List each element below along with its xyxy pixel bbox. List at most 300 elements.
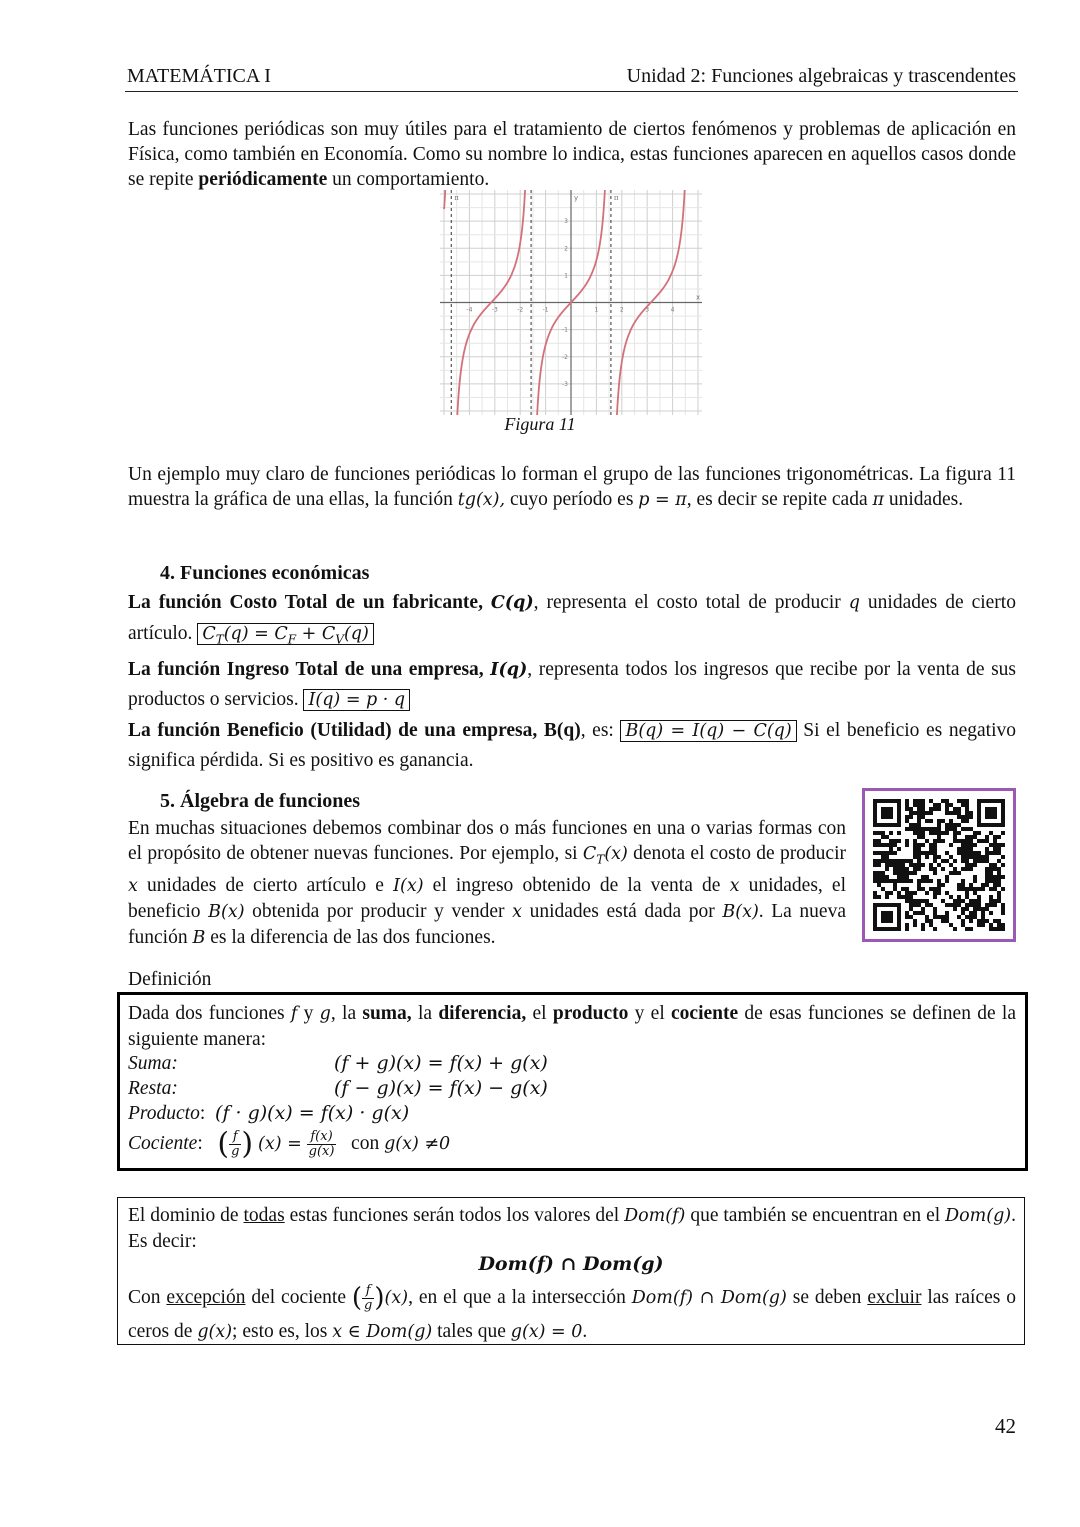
- qr-module: [905, 859, 909, 863]
- qr-module: [881, 875, 885, 879]
- qr-module: [997, 927, 1001, 931]
- example-t2: cuyo período es: [505, 489, 639, 510]
- qr-module: [913, 899, 917, 903]
- qr-module: [893, 887, 897, 891]
- qr-module: [945, 831, 949, 835]
- qr-module: [933, 887, 937, 891]
- qr-module: [969, 903, 973, 907]
- qr-module: [889, 851, 893, 855]
- qr-module: [929, 879, 933, 883]
- s5-p7: unidades está dada por: [521, 900, 723, 922]
- qr-code[interactable]: [862, 788, 1016, 942]
- qr-module: [977, 907, 981, 911]
- qr-module: [977, 923, 981, 927]
- example-t3: , es decir se repite cada: [686, 489, 873, 510]
- def-suma: suma,: [362, 1003, 412, 1024]
- qr-module: [965, 827, 969, 831]
- qr-module: [933, 803, 937, 807]
- qr-module: [969, 883, 973, 887]
- def-f: f: [290, 1004, 298, 1024]
- qr-module: [989, 899, 993, 903]
- qr-module: [949, 811, 953, 815]
- qr-module: [877, 895, 881, 899]
- ingreso-bold: La función Ingreso Total de una empresa,: [128, 658, 491, 680]
- qr-module: [997, 851, 1001, 855]
- qr-module: [981, 859, 985, 863]
- qr-module: [965, 927, 969, 931]
- qr-module: [989, 871, 993, 875]
- qr-module: [957, 871, 961, 875]
- qr-module: [973, 911, 977, 915]
- qr-module: [953, 871, 957, 875]
- qr-module: [925, 855, 929, 859]
- qr-module: [973, 855, 977, 859]
- suma-label: Suma:: [128, 1053, 178, 1074]
- qr-module: [945, 807, 949, 811]
- qr-module: [925, 851, 929, 855]
- qr-module: [961, 911, 965, 915]
- qr-module: [993, 851, 997, 855]
- qr-module: [917, 815, 921, 819]
- qr-module: [917, 831, 921, 835]
- qr-module: [909, 827, 913, 831]
- producto-label: Producto: [128, 1103, 200, 1124]
- qr-module: [905, 827, 909, 831]
- qr-module: [901, 895, 905, 899]
- section4-body: [128, 588, 1016, 776]
- qr-module: [961, 819, 965, 823]
- qr-module: [993, 863, 997, 867]
- example-t1: Un ejemplo muy claro de funciones periódicas lo forman el grupo de las funciones trigonométricas. La figura 11 muestra la gráfica de una ellas, la función: [128, 464, 1016, 510]
- qr-module: [929, 867, 933, 871]
- qr-module: [913, 903, 917, 907]
- qr-module: [965, 819, 969, 823]
- qr-module: [993, 903, 997, 907]
- qr-module: [929, 843, 933, 847]
- qr-module: [909, 811, 913, 815]
- qr-module: [889, 859, 893, 863]
- qr-module: [913, 851, 917, 855]
- dom-m5: x ∈ Dom(g): [332, 1322, 433, 1343]
- qr-module: [929, 903, 933, 907]
- definition-label: Definición: [128, 969, 212, 990]
- qr-module: [985, 903, 989, 907]
- dom-t3: que también se encuentran en el: [685, 1205, 946, 1226]
- qr-module: [961, 827, 965, 831]
- def-y: y: [297, 1003, 320, 1024]
- qr-module: [893, 839, 897, 843]
- qr-module: [965, 891, 969, 895]
- qr-module: [989, 867, 993, 871]
- qr-module: [941, 919, 945, 923]
- qr-module: [997, 919, 1001, 923]
- qr-module: [949, 903, 953, 907]
- qr-module: [889, 879, 893, 883]
- qr-module: [961, 883, 965, 887]
- def-la2: la: [411, 1003, 439, 1024]
- dom-t8: , en el que a la intersección: [408, 1287, 632, 1308]
- qr-module: [909, 859, 913, 863]
- qr-module: [885, 895, 889, 899]
- beneficio-formula-box: B(q) = I(q) − C(q): [620, 720, 796, 742]
- qr-module: [993, 847, 997, 851]
- ingreso-sym: I(q): [490, 659, 528, 680]
- qr-module: [969, 847, 973, 851]
- qr-module: [873, 843, 877, 847]
- tangent-chart: [440, 190, 702, 415]
- qr-module: [909, 815, 913, 819]
- qr-module: [933, 867, 937, 871]
- def-intro-a: Dada dos funciones: [128, 1003, 291, 1024]
- qr-module: [973, 879, 977, 883]
- qr-module: [993, 887, 997, 891]
- qr-module: [985, 875, 989, 879]
- qr-module: [957, 915, 961, 919]
- qr-module: [953, 859, 957, 863]
- qr-module: [989, 875, 993, 879]
- qr-module: [997, 859, 1001, 863]
- s5-m7: B(x): [722, 901, 759, 922]
- qr-module: [1001, 887, 1005, 891]
- qr-module: [977, 831, 981, 835]
- qr-module: [981, 855, 985, 859]
- qr-module: [873, 831, 877, 835]
- qr-module: [953, 835, 957, 839]
- qr-module: [993, 883, 997, 887]
- qr-module: [981, 915, 985, 919]
- def-intro-b: de esas funciones se definen de la siguiente manera:: [128, 1003, 1016, 1050]
- qr-module: [901, 871, 905, 875]
- qr-module: [921, 879, 925, 883]
- x-tick-label: 1: [594, 306, 599, 314]
- qr-module: [953, 903, 957, 907]
- qr-module: [989, 887, 993, 891]
- qr-module: [997, 879, 1001, 883]
- qr-module: [929, 807, 933, 811]
- domain-frac: [362, 1284, 374, 1313]
- qr-module: [945, 827, 949, 831]
- qr-module: [905, 815, 909, 819]
- qr-module: [937, 839, 941, 843]
- qr-module: [913, 823, 917, 827]
- qr-module: [929, 851, 933, 855]
- dom-t1: El dominio de: [128, 1205, 244, 1226]
- qr-module: [957, 887, 961, 891]
- qr-module: [937, 883, 941, 887]
- qr-module: [925, 903, 929, 907]
- qr-module: [961, 919, 965, 923]
- s5-p9: es la diferencia de las dos funciones.: [205, 926, 496, 948]
- def-cociente: cociente: [671, 1003, 739, 1024]
- qr-module: [929, 923, 933, 927]
- qr-module: [925, 827, 929, 831]
- qr-module: [993, 867, 997, 871]
- qr-module: [913, 831, 917, 835]
- qr-module: [949, 827, 953, 831]
- qr-module: [1001, 855, 1005, 859]
- qr-module: [941, 867, 945, 871]
- qr-module: [977, 851, 981, 855]
- qr-module: [961, 803, 965, 807]
- qr-module: [917, 843, 921, 847]
- qr-module: [933, 843, 937, 847]
- qr-module: [969, 911, 973, 915]
- qr-module: [989, 879, 993, 883]
- qr-module: [985, 871, 989, 875]
- domain-p1: [128, 1203, 1016, 1254]
- qr-module: [901, 879, 905, 883]
- qr-module: [941, 831, 945, 835]
- qr-module: [881, 911, 893, 923]
- qr-module: [973, 891, 977, 895]
- qr-module: [969, 863, 973, 867]
- qr-module: [933, 831, 937, 835]
- qr-module: [961, 855, 965, 859]
- s5-m1: $C_T(x)$: [582, 844, 628, 867]
- qr-module: [897, 847, 901, 851]
- qr-module: [917, 883, 921, 887]
- qr-module: [929, 847, 933, 851]
- qr-module: [885, 859, 889, 863]
- qr-module: [965, 855, 969, 859]
- qr-module: [965, 887, 969, 891]
- qr-module: [905, 871, 909, 875]
- qr-module: [933, 891, 937, 895]
- qr-module: [885, 863, 889, 867]
- qr-module: [949, 803, 953, 807]
- qr-module: [989, 851, 993, 855]
- s5-p8: . La nueva función: [128, 900, 846, 948]
- qr-module: [925, 915, 929, 919]
- qr-module: [945, 891, 949, 895]
- qr-module: [965, 867, 969, 871]
- qr-module: [969, 899, 973, 903]
- qr-module: [913, 867, 917, 871]
- qr-module: [957, 807, 961, 811]
- qr-module: [905, 891, 909, 895]
- qr-module: [933, 911, 937, 915]
- qr-module: [905, 911, 909, 915]
- qr-module: [933, 807, 937, 811]
- qr-module: [905, 879, 909, 883]
- dom-m2: Dom(g): [945, 1206, 1012, 1226]
- example-m3: π: [872, 490, 884, 510]
- qr-module: [965, 847, 969, 851]
- qr-module: [997, 875, 1001, 879]
- qr-module: [981, 907, 985, 911]
- qr-module: [985, 855, 989, 859]
- x-tick-label: 3: [645, 306, 650, 314]
- qr-module: [897, 879, 901, 883]
- qr-module: [897, 831, 901, 835]
- qr-module: [881, 851, 885, 855]
- qr-module: [981, 839, 985, 843]
- qr-module: [917, 879, 921, 883]
- qr-module: [961, 907, 965, 911]
- qr-module: [921, 799, 925, 803]
- qr-module: [921, 851, 925, 855]
- qr-module: [917, 807, 921, 811]
- qr-module: [989, 903, 993, 907]
- resta-formula: (f − g)(x) = f(x) − g(x): [334, 1077, 548, 1099]
- qr-module: [873, 895, 877, 899]
- qr-module: [945, 915, 949, 919]
- qr-module: [913, 871, 917, 875]
- qr-module: [985, 879, 989, 883]
- qr-module: [961, 879, 965, 883]
- qr-module: [929, 887, 933, 891]
- qr-module: [953, 807, 957, 811]
- qr-module: [933, 915, 937, 919]
- qr-module: [905, 927, 909, 931]
- qr-module: [929, 827, 933, 831]
- qr-module: [905, 875, 909, 879]
- dom-t2: estas funciones serán todos los valores del: [284, 1205, 625, 1226]
- x-tick-label: -1: [542, 306, 549, 314]
- qr-module: [969, 855, 973, 859]
- qr-module: [997, 891, 1001, 895]
- def-producto: producto: [552, 1003, 629, 1024]
- qr-module: [877, 839, 881, 843]
- qr-module: [917, 859, 921, 863]
- qr-module: [981, 919, 985, 923]
- qr-module: [949, 819, 953, 823]
- qr-module: [873, 863, 877, 867]
- qr-module: [961, 899, 965, 903]
- qr-module: [961, 851, 965, 855]
- def-el1: el: [526, 1003, 553, 1024]
- cociente-frac: [229, 1130, 241, 1159]
- qr-module: [889, 891, 893, 895]
- s5-m8: B: [192, 927, 206, 948]
- def-la1: , la: [330, 1003, 363, 1024]
- dom-t6: del cociente: [245, 1287, 352, 1308]
- qr-module: [961, 867, 965, 871]
- qr-module: [905, 839, 909, 843]
- qr-module: [961, 843, 965, 847]
- qr-module: [921, 875, 925, 879]
- qr-module: [965, 835, 969, 839]
- qr-module: [917, 867, 921, 871]
- qr-module: [949, 871, 953, 875]
- qr-module: [985, 851, 989, 855]
- section5-heading: 5. Álgebra de funciones: [160, 790, 360, 812]
- qr-module: [973, 875, 977, 879]
- qr-module: [873, 839, 877, 843]
- qr-module: [969, 843, 973, 847]
- qr-module: [977, 839, 981, 843]
- qr-module: [997, 843, 1001, 847]
- qr-module: [893, 863, 897, 867]
- qr-module: [953, 867, 957, 871]
- qr-module: [965, 863, 969, 867]
- qr-module: [913, 923, 917, 927]
- qr-module: [973, 907, 977, 911]
- qr-module: [953, 927, 957, 931]
- qr-module: [993, 843, 997, 847]
- x-tick-label: 2: [619, 306, 624, 314]
- y-tick-label: 1: [564, 272, 568, 280]
- cociente-frac-n: f: [229, 1130, 241, 1145]
- qr-module: [965, 839, 969, 843]
- qr-module: [925, 875, 929, 879]
- qr-module: [925, 899, 929, 903]
- qr-module: [909, 891, 913, 895]
- dom-m3: Dom(f) ∩ Dom(g): [631, 1288, 787, 1308]
- qr-module: [961, 847, 965, 851]
- beneficio-text: , es:: [580, 719, 621, 741]
- qr-module: [921, 803, 925, 807]
- qr-module: [941, 899, 945, 903]
- qr-module: [957, 895, 961, 899]
- qr-module: [937, 823, 941, 827]
- qr-module: [977, 903, 981, 907]
- qr-module: [961, 799, 965, 803]
- qr-module: [941, 799, 945, 803]
- qr-module: [893, 851, 897, 855]
- costo-sym: C(q): [490, 593, 534, 613]
- qr-module: [933, 827, 937, 831]
- dom-m6: g(x) = 0: [510, 1322, 583, 1343]
- qr-module: [921, 835, 925, 839]
- qr-module: [873, 875, 877, 879]
- qr-module: [913, 827, 917, 831]
- qr-module: [965, 811, 969, 815]
- y-tick-label: 3: [564, 218, 568, 226]
- tangent-branch: [444, 190, 445, 209]
- qr-module: [921, 927, 925, 931]
- qr-module: [945, 919, 949, 923]
- qr-module: [889, 831, 893, 835]
- y-tick-label: -1: [562, 326, 568, 334]
- qr-module: [909, 903, 913, 907]
- qr-module: [977, 895, 981, 899]
- qr-module: [913, 863, 917, 867]
- dom-t5: Con: [128, 1287, 167, 1308]
- qr-module: [917, 899, 921, 903]
- example-t4: unidades.: [884, 489, 964, 510]
- qr-module: [1001, 843, 1005, 847]
- qr-module: [937, 835, 941, 839]
- intro-bold: periódicamente: [198, 169, 328, 190]
- qr-module: [937, 807, 941, 811]
- header-right: Unidad 2: Funciones algebraicas y trascendentes: [626, 65, 1016, 87]
- qr-module: [933, 847, 937, 851]
- qr-module: [973, 915, 977, 919]
- y-axis-label: y: [574, 194, 579, 202]
- qr-module: [913, 799, 917, 803]
- qr-module: [921, 815, 925, 819]
- qr-module: [957, 847, 961, 851]
- qr-module: [909, 915, 913, 919]
- qr-module: [965, 807, 969, 811]
- cociente-rhs-frac: [307, 1130, 337, 1159]
- qr-module: [937, 879, 941, 883]
- qr-module: [961, 923, 965, 927]
- cociente-label: Cociente: [128, 1133, 198, 1154]
- qr-module: [941, 859, 945, 863]
- qr-module: [969, 835, 973, 839]
- qr-module: [913, 919, 917, 923]
- qr-module: [981, 911, 985, 915]
- qr-module: [881, 807, 893, 819]
- qr-module: [877, 879, 881, 883]
- y-tick-label: -2: [562, 353, 568, 361]
- qr-module: [949, 843, 953, 847]
- s5-p4: el ingreso obtenido de la venta de: [423, 874, 730, 896]
- qr-module: [1001, 831, 1005, 835]
- qr-module: [981, 883, 985, 887]
